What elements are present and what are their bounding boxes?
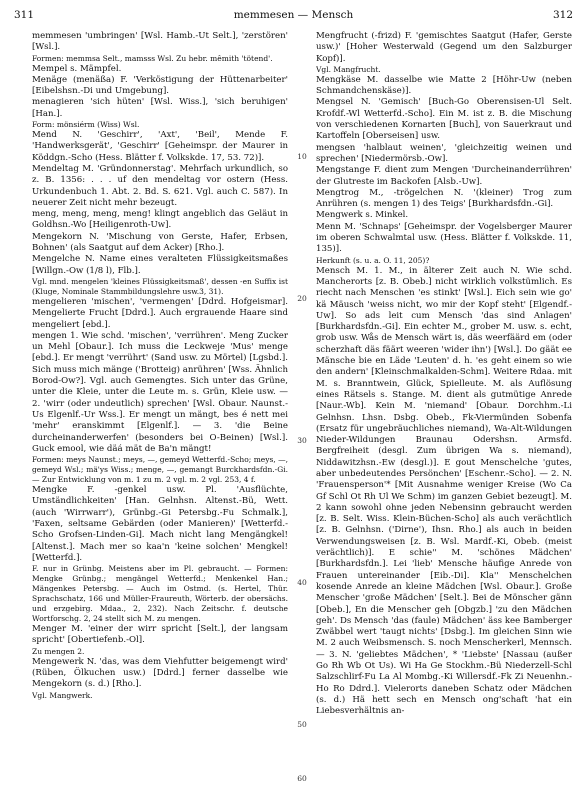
- dictionary-entry: Form: mönsiérm (Wiss) Wsl.: [32, 120, 140, 130]
- line-number: 10: [297, 152, 307, 161]
- running-header: [14, 8, 573, 22]
- line-number: 20: [297, 294, 307, 303]
- dictionary-entry: meng, meng, meng, meng! klingt angeblich das Geläut in Goldhsn.-Wo [Heiligenroth-Uw].: [32, 209, 288, 231]
- dictionary-entry: Mempel s. Mämpfel.: [32, 63, 122, 74]
- dictionary-entry: mengsen 'halblaut weinen', 'gleichzeitig weinen und sprechen' [Niedermörsb.-Ow].: [316, 142, 572, 164]
- line-number: 30: [297, 436, 307, 445]
- dictionary-entry: Vgl. Mangfrucht.: [316, 64, 381, 74]
- dictionary-entry: Formen: memmsa Selt., mamsss Wsl. Zu hebr. mêmith 'tötend'.: [32, 53, 273, 63]
- left-column: [32, 31, 288, 791]
- dictionary-entry: Mengkäse M. dasselbe wie Matte 2 [Höhr-Uw (neben Schmandchenskäse)].: [316, 74, 572, 97]
- dictionary-entry: Menäge (menäßa) F. 'Verköstigung der Hüttenarbeiter' [Eibelshsn.-Di und Umgebung].: [32, 74, 288, 97]
- dictionary-entry: Mengtrog M., -trögelchen N. '(kleiner) Trog zum Anrühren (s. mengen 1) des Teigs' [Burkhardsfdn.-Gi].: [316, 187, 572, 210]
- dictionary-entry: Mengsel N. 'Gemisch' [Buch-Go Oberensisen-Ul Selt. Krofdf.-Wl Wetterfd.-Scho]. Ein M. ist z. B. die Mischung von verschiedenen Kornarten [Buch], von Sauerkraut und Kartoffeln [Oberseisen] usw.: [316, 97, 572, 142]
- right-column: [316, 31, 572, 791]
- line-number: 40: [297, 578, 307, 587]
- dictionary-entry: Mendeltag M. 'Gründonnerstag'. Mehrfach urkundlich, so z. B. 1356: . . . uf den mendeltag vor ostern (Hess. Urkundenbuch 1. Abt. 2. Bd. S. 621. Vgl. auch C. 587). In neuerer Zeit nicht mehr bezeugt.: [32, 163, 288, 208]
- dictionary-entry: Mengekorn N. 'Mischung von Gerste, Hafer, Erbsen, Bohnen' (als Saatgut auf dem Acker) [Rho.].: [32, 231, 288, 254]
- dictionary-entry: mengen 1. Wie schd. 'mischen', 'verrühren'. Meng Zucker un Mehl [Obaur.]. Ich muss die Leckweje 'Mus' menge [ebd.]. Er mengt 'verrührt' (Sand usw. zu Mörtel) [Lgsbd.]. Sich muss mich mänge ('Brotteig) anrühren' [Wss. Ähnlich Borod-Ow?]. Vgl. auch Gemengtes. Sich unter das Grüne, unter die Kleie, unter die Leute m. s. Grün, Kleie usw. — 2. 'wirr (oder undeutlich) sprechen' [Wsl. Obaur. Naunst.-Us Elgenlf.-Ur Wss.]. Er mengt un mängt, bes é nett mei 'mehr' eranskimmt [Elgenlf.]. — 3. 'die Beine durcheinanderwerfen' (besonders bei O-Beinen) [Wsl.]. Guck emool, wie däá mät de Ba'n mängt!: [32, 330, 288, 454]
- dictionary-entry: Mengstange F. dient zum Mengen 'Durcheinanderrühren' der Glutreste im Backofen [Alsb.-Uw].: [316, 165, 572, 187]
- dictionary-entry: Mengke F. -genkel usw. Pl. 'Ausflüchte, Umständlichkeiten' [Han. Gelnhsn. Altenst.-Bü, Wett. (auch 'Wirrwarr'), Grünbg.-Gi Petersbg.-Fu Schmalk.], 'Faxen, seltsame Gebärden (oder Manieren)' [Wetterfd.-Scho Grofsen-Linden-Gi]. Mach nicht lang Mengängkel! [Altenst.]. Mach mer so kaa'n 'keine solchen' Mengkel! [Wetterfd.].: [32, 485, 288, 563]
- dictionary-entry: Mensch M. 1. M., in älterer Zeit auch N. Wie schd. Mancherorts [z. B. Obeb.] nicht wirklich volkstümlich. Es riecht nach Menschen 'es stinkt' [Wsl.]. Eich sein wie go' kä Mäusch 'weiss nicht, wo mir der Kopf steht' [Elgendf.-Uw]. So ads leit cum Mensch 'das sind Anlagen' [Burkhardsfdn.-Gi]. Ein echter M., grober M. usw. s. echt, grob usw. Wås de Mensch wärt is, däs weerfäärd em (oder scherzhaft däs fäärt weeren 'wider ihn') [Wsl.]. Do gäät ee Mänsche bie en Läde 'Leuten' d. h. 'es geht einem so wie den andern' [Kleinschmalkalden-Schm]. Weitere Rdaa. mit M. s. Branntwein, Glück, Spielleute. M. als Auflösung eines Rätsels s. Stange. M. dient als gutmütige Anrede [Naur.-Wb]. Kein M. 'niemand' [Obaur. Dorchhm.-Li Gelnhsn. Lhsn. Dsbg. Obeb., Fk-Viermünden Sobenfa (Ersatz für ungebräuchliches niemand), Wa-Alt-Wildungen Nieder-Wildungen Braunau Odershsn. Armsfd. Bergfreiheit (desgl. Zum übrigen Wa s. niemand), Niddawitzhsn.-Ew (desgl.)]. E gout Menschelche 'gutes, aber unbedeutendes Persönchen' [Eschenr.-Scho]. — 2. N. 'Frauensperson'* [Mit Ausnahme weniger Kreise (Wo Ca Gf Schl Ot Rh Ul We Schm) im ganzen Gebiet bezeugt]. M. 2 kann sowohl ohne jeden Nebensinn gebraucht werden [z. B. Selt. Wiss. Klein-Büchen-Scho] als auch verächtlich [z. B. Gelnhsn. ('Dirne'), Ihsn. Rho.] als auch in beiden Verwendungsweisen [z. B. Wsl. Mardf.-Ki, Obeb. (meist verächtlich)]. E schie'' M. 'schönes Mädchen' [Burkhardsfdn.]. Lei 'lieb' Mensche häufige Anrede von Frauen untereinander [Eib.-Di]. Kla'' Menschelchen kosende Anrede an kleine Mädchen [Wsl. Obaur.]. Große Menscher 'große Mädchen' [Selt.]. Bei de Mönscher gänn [Obeb.], En die Menscher geh [Obgzb.] 'zu den Mädchen geh'. Ds Mensch 'das (faule) Mädchen' äss kee Bamberger Zwäbbel wert 'taugt nichts' [Dsbg.]. Im gleichen Sinn wie M. 2 auch Weibsmensch. S. noch Menscherkerl, Mennsch. — 3. N. 'geliebtes Mädchen', * 'Liebste' [Nassau (außer Go Rh Wb Ot Us). Wi Ha Ge Stockhm.-Bü Niederzell-Schl Salzschlirf-Fu La Al Mombg.-Ki Willersdf.-Fk Zi Neuenhn.-Ho Ro Ddrd.]. Vielerorts daneben Schatz oder Mädchen (s. d.) Hä hett sech en Mensch ong'schaft 'hat ein Liebesverhältnis an-: [316, 265, 572, 717]
- page-number-left: 311: [14, 9, 35, 21]
- dictionary-entry: Menger M. 'einer der wirr spricht [Selt.], der langsam spricht' [Obertiefenb.-Ol].: [32, 624, 288, 646]
- line-number: 60: [297, 774, 307, 783]
- dictionary-entry: Vgl. Mangwerk.: [32, 690, 93, 700]
- dictionary-entry: Mengelche N. Name eines veralteten Flüssigkeitsmaßes [Willgn.-Ow (1/8 l), Flb.].: [32, 254, 288, 276]
- dictionary-entry: menagieren 'sich hüten' [Wsl. Wiss.], 'sich beruhigen' [Han.].: [32, 97, 288, 119]
- dictionary-entry: Mengwerk s. Minkel.: [316, 210, 409, 221]
- dictionary-entry: Formen: meys Naunst.; meys, —, gemeyd Wetterfd.-Scho; meys, —, gemeyd Wsl.; mä'ys Wiss.; menge, —, gemangt Burckhardsfdn.-Gi. — Zur Entwicklung von m. 1 zu m. 2 vgl. m. 2 vgl. 253, 4 f.: [32, 455, 288, 485]
- dictionary-entry: mengelieren 'mischen', 'vermengen' [Ddrd. Hofgeismar]. Mengelierte Frucht [Ddrd.]. Auch ergrauende Haare sind mengeliert [ebd.].: [32, 296, 288, 330]
- dictionary-entry: Zu mengen 2.: [32, 646, 85, 656]
- dictionary-entry: Herkunft (s. u. a. O. 11, 205)?: [316, 255, 430, 265]
- dictionary-entry: memmesen 'umbringen' [Wsl. Hamb.-Ut Selt.], 'zerstören' [Wsl.].: [32, 31, 288, 53]
- line-number: 50: [297, 720, 307, 729]
- dictionary-entry: Mengewerk N. 'das, was dem Viehfutter beigemengt wird' (Rüben, Ölkuchen usw.) [Ddrd.] ferner dasselbe wie Mengekorn (s. d.) [Rho.].: [32, 656, 288, 690]
- page-number-right: 312: [552, 9, 573, 21]
- dictionary-entry: Menn M. 'Schnaps' [Geheimspr. der Vogelsberger Maurer im oberen Schwalmtal usw. (Hess. Blätter f. Volkskde. 11, 135)].: [316, 221, 572, 255]
- header-title: memmesen — Mensch: [233, 9, 354, 21]
- dictionary-entry: F. nur in Grünbg. Meistens aber im Pl. gebraucht. — Formen: Mengke Grünbg.; mengängel Wetterfd.; Menkenkel Han.; Mängenkes Petersbg. — Auch im Ostmd. (s. Hertel, Thür. Sprachschatz, 166 und Müller-Fraureuth, Wörterb. der obersächs. und erzgebirg. Mdaa., 2, 232). Nach Zeitschr. f. deutsche Wortforschg. 2, 24 stellt sich M. zu mengen.: [32, 564, 288, 624]
- dictionary-entry: Mend N. 'Geschirr', 'Axt', 'Beil', Mende F. 'Handwerksgerät', 'Geschirr' [Geheimspr. der Maurer in Köddgn.-Scho (Hess. Blätter f. Volkskde. 17, 53. 72)].: [32, 130, 288, 163]
- dictionary-entry: Vgl. mnd. mengelen 'kleines Flüssigkeitsmaß', dessen -en Suffix ist (Kluge, Nominale Stammbildungslehre usw.3, 31).: [32, 276, 288, 296]
- dictionary-entry: Mengfrucht (-frizd) F. 'gemischtes Saatgut (Hafer, Gerste usw.)' [Hoher Westerwald (Gegend um den Salzburger Kopf)].: [316, 31, 572, 64]
